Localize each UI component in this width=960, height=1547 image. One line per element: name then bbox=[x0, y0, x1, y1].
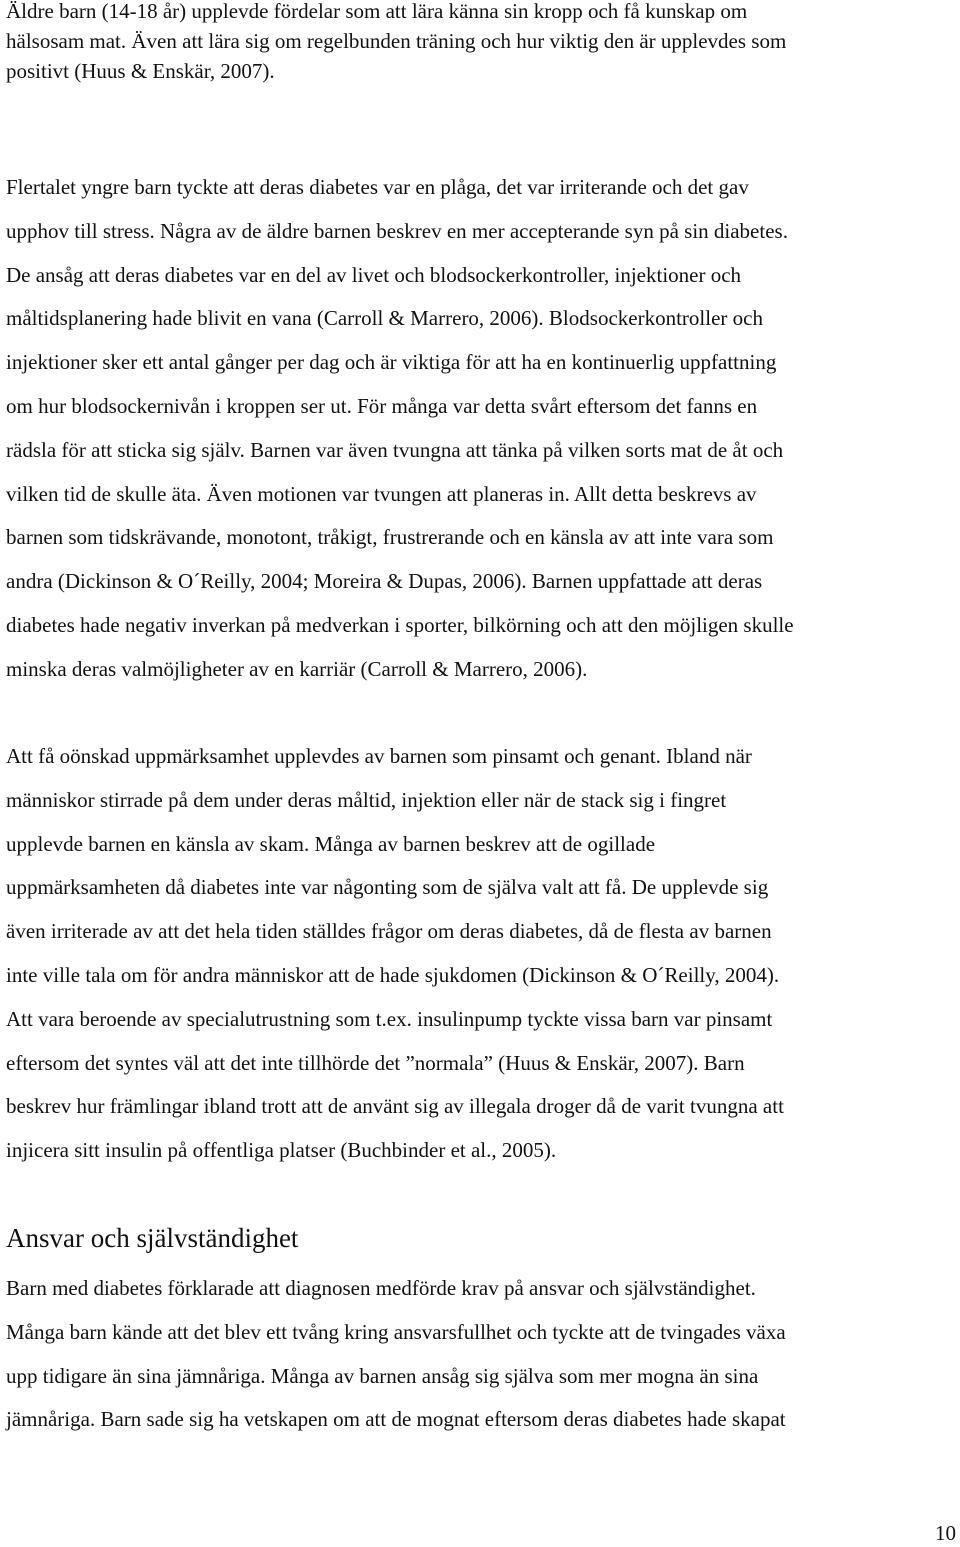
text-line: upplevde barnen en känsla av skam. Många av barnen beskrev att de ogillade bbox=[6, 831, 656, 856]
body-paragraph bbox=[6, 166, 948, 692]
text-line: upp tidigare än sina jämnåriga. Många av barnen ansåg sig själva som mer mogna än sina bbox=[6, 1363, 759, 1388]
page-number: 10 bbox=[935, 1521, 956, 1545]
text-line: måltidsplanering hade blivit en vana (Carroll & Marrero, 2006). Blodsockerkontroller och bbox=[6, 306, 763, 331]
text-line: Barn med diabetes förklarade att diagnosen medförde krav på ansvar och självständighet. bbox=[6, 1276, 756, 1300]
text-line: andra (Dickinson & O´Reilly, 2004; Moreira & Dupas, 2006). Barnen uppfattade att deras bbox=[6, 569, 763, 594]
text-line: hälsosam mat. Även att lära sig om regelbunden träning och hur viktig den är upplevdes som bbox=[6, 29, 787, 53]
text-line: Äldre barn (14-18 år) upplevde fördelar som att lära känna sin kropp och få kunskap om bbox=[6, 0, 748, 23]
body-paragraph bbox=[6, 0, 948, 86]
text-line: positivt (Huus & Enskär, 2007). bbox=[6, 59, 275, 83]
body-paragraph bbox=[6, 1267, 948, 1442]
text-line: Att få oönskad uppmärksamhet upplevdes av barnen som pinsamt och genant. Ibland när bbox=[6, 744, 752, 768]
text-line: eftersom det syntes väl att det inte tillhörde det ”normala” (Huus & Enskär, 2007). Barn bbox=[6, 1050, 745, 1075]
text-line: De ansåg att deras diabetes var en del av livet och blodsockerkontroller, injektioner och bbox=[6, 262, 742, 287]
text-line: även irriterade av att det hela tiden ställdes frågor om deras diabetes, då de flesta av barnen bbox=[6, 919, 772, 944]
body-paragraph bbox=[6, 735, 948, 1173]
text-line: uppmärksamheten då diabetes inte var någonting som de själva valt att få. De upplevde sig bbox=[6, 875, 769, 900]
text-line: barnen som tidskrävande, monotont, tråkigt, frustrerande och en känsla av att inte vara som bbox=[6, 525, 774, 550]
text-line: rädsla för att sticka sig själv. Barnen var även tvungna att tänka på vilken sorts mat de åt och bbox=[6, 437, 784, 462]
text-line: beskrev hur främlingar ibland trott att de använt sig av illegala droger då de varit tvungna att bbox=[6, 1094, 784, 1119]
text-line: minska deras valmöjligheter av en karriär (Carroll & Marrero, 2006). bbox=[6, 656, 588, 681]
text-line: injektioner sker ett antal gånger per dag och är viktiga för att ha en kontinuerlig uppfattning bbox=[6, 350, 777, 375]
text-line: inte ville tala om för andra människor att de hade sjukdomen (Dickinson & O´Reilly, 2004). bbox=[6, 962, 780, 987]
text-line: Flertalet yngre barn tyckte att deras diabetes var en plåga, det var irriterande och det gav bbox=[6, 175, 749, 199]
text-line: Att vara beroende av specialutrustning som t.ex. insulinpump tyckte vissa barn var pinsamt bbox=[6, 1006, 773, 1031]
text-line: vilken tid de skulle äta. Även motionen var tvungen att planeras in. Allt detta beskrevs av bbox=[6, 481, 757, 506]
text-line: människor stirrade på dem under deras måltid, injektion eller när de stack sig i fingret bbox=[6, 787, 727, 812]
text-line: jämnåriga. Barn sade sig ha vetskapen om att de mognat eftersom deras diabetes hade skapat bbox=[6, 1407, 786, 1432]
section-heading: Ansvar och självständighet bbox=[6, 1223, 299, 1253]
text-line: Många barn kände att det blev ett tvång kring ansvarsfullhet och tyckte att de tvingades växa bbox=[6, 1319, 786, 1344]
text-line: diabetes hade negativ inverkan på medverkan i sporter, bilkörning och att den möjligen skulle bbox=[6, 612, 794, 637]
text-line: upphov till stress. Några av de äldre barnen beskrev en mer accepterande syn på sin diabetes. bbox=[6, 218, 788, 243]
text-line: om hur blodsockernivån i kroppen ser ut. För många var detta svårt eftersom det fanns en bbox=[6, 393, 758, 418]
text-line: injicera sitt insulin på offentliga platser (Buchbinder et al., 2005). bbox=[6, 1138, 557, 1163]
